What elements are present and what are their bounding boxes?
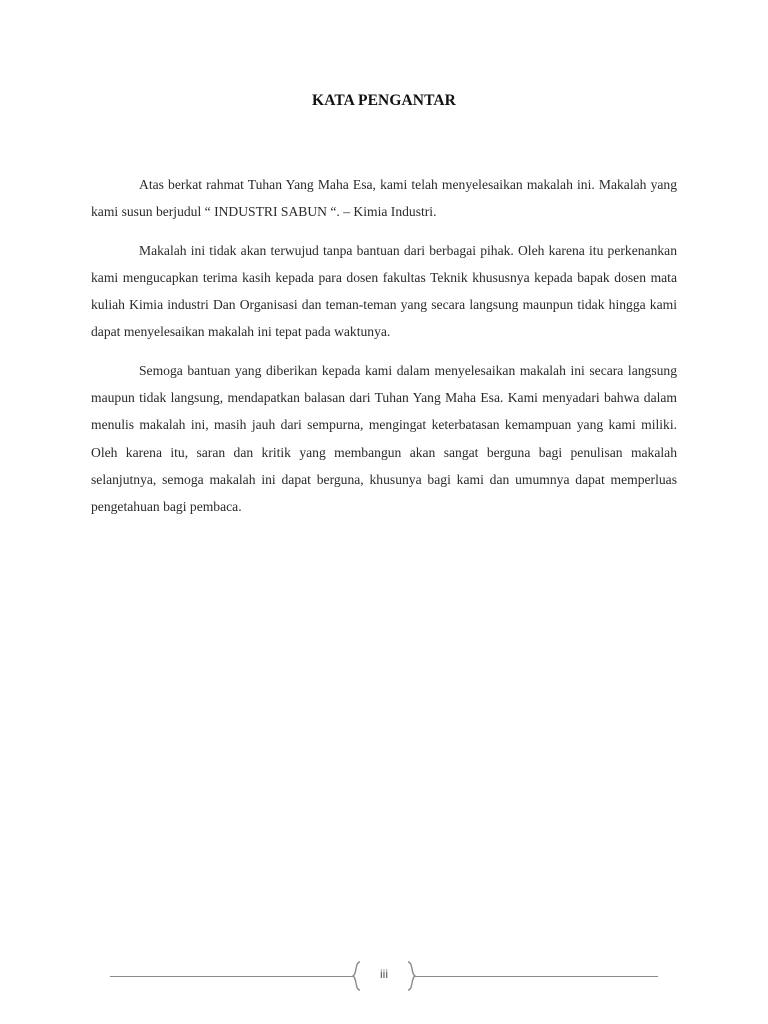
footer-divider-right (414, 976, 658, 977)
left-brace-icon (352, 961, 362, 991)
page-footer (110, 961, 658, 991)
document-body (91, 171, 677, 532)
paragraph: Makalah ini tidak akan terwujud tanpa bantuan dari berbagai pihak. Oleh karena itu perkenankan kami mengucapkan terima kasih kepada para dosen fakultas Teknik khususnya kepada bapak dosen mata kuliah Kimia industri Dan Organisasi dan teman-teman yang secara langsung maunpun tidak hingga kami dapat menyelesaikan makalah ini tepat pada waktunya. (91, 242, 677, 340)
page-number: iii (380, 967, 388, 981)
page-title: KATA PENGANTAR (312, 92, 456, 109)
footer-divider-left (110, 976, 354, 977)
paragraph: Semoga bantuan yang diberikan kepada kami dalam menyelesaikan makalah ini secara langsung maupun tidak langsung, mendapatkan balasan dari Tuhan Yang Maha Esa. Kami menyadari bahwa dalam menulis makalah ini, masih jauh dari sempurna, mengingat keterbatasan kemampuan yang kami miliki. Oleh karena itu, saran dan kritik yang membangun akan sangat berguna bagi penulisan makalah selanjutnya, semoga makalah ini dapat berguna, khusunya bagi kami dan umumnya dapat memperluas pengetahuan bagi pembaca. (91, 362, 677, 515)
paragraph: Atas berkat rahmat Tuhan Yang Maha Esa, kami telah menyelesaikan makalah ini. Makalah yang kami susun berjudul “ INDUSTRI SABUN “. – Kimia Industri. (91, 177, 677, 220)
